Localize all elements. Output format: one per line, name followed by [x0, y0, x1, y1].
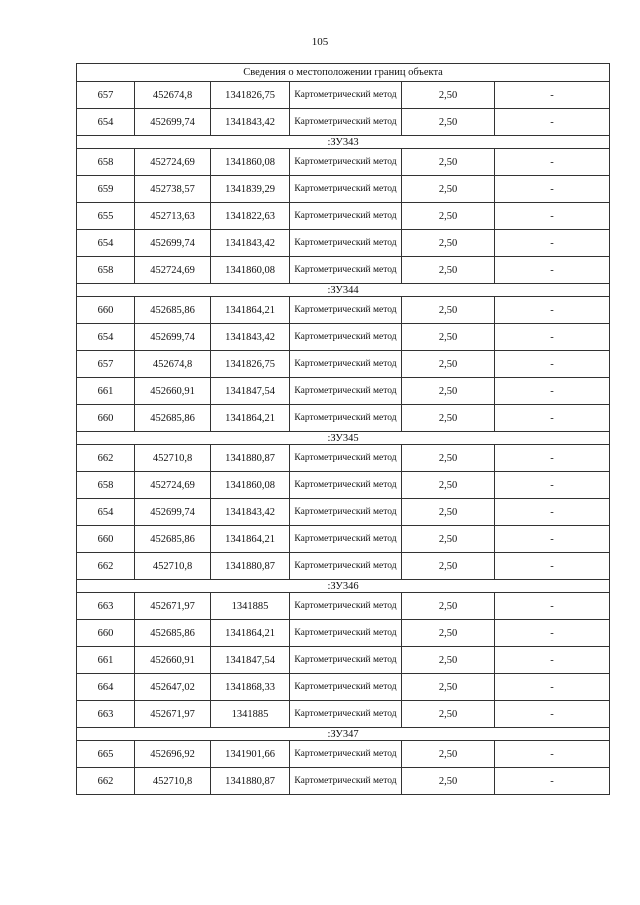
- section-header-row: [77, 284, 610, 297]
- point-number-cell: 660: [77, 526, 135, 553]
- method-cell: Картометрический метод: [290, 620, 402, 647]
- description-cell: -: [495, 647, 610, 674]
- table-row: [77, 405, 610, 432]
- method-cell: Картометрический метод: [290, 176, 402, 203]
- accuracy-cell: 2,50: [402, 674, 495, 701]
- accuracy-cell: 2,50: [402, 351, 495, 378]
- x-coordinate-cell: 452699,74: [135, 109, 211, 136]
- table-row: [77, 176, 610, 203]
- description-cell: -: [495, 526, 610, 553]
- description-cell: -: [495, 297, 610, 324]
- accuracy-cell: 2,50: [402, 647, 495, 674]
- x-coordinate-cell: 452713,63: [135, 203, 211, 230]
- x-coordinate-cell: 452685,86: [135, 297, 211, 324]
- x-coordinate-cell: 452738,57: [135, 176, 211, 203]
- point-number-cell: 664: [77, 674, 135, 701]
- method-cell: Картометрический метод: [290, 593, 402, 620]
- description-cell: -: [495, 768, 610, 795]
- table-body: [77, 64, 610, 795]
- point-number-cell: 654: [77, 324, 135, 351]
- table-row: [77, 257, 610, 284]
- table-caption-row: [77, 64, 610, 82]
- method-cell: Картометрический метод: [290, 257, 402, 284]
- table-row: [77, 324, 610, 351]
- method-cell: Картометрический метод: [290, 741, 402, 768]
- method-cell: Картометрический метод: [290, 499, 402, 526]
- x-coordinate-cell: 452647,02: [135, 674, 211, 701]
- description-cell: -: [495, 405, 610, 432]
- y-coordinate-cell: 1341847,54: [211, 378, 290, 405]
- table-row: [77, 297, 610, 324]
- description-cell: -: [495, 553, 610, 580]
- point-number-cell: 657: [77, 82, 135, 109]
- description-cell: -: [495, 445, 610, 472]
- y-coordinate-cell: 1341864,21: [211, 620, 290, 647]
- y-coordinate-cell: 1341864,21: [211, 405, 290, 432]
- section-header-row: [77, 136, 610, 149]
- accuracy-cell: 2,50: [402, 176, 495, 203]
- section-title: :ЗУ344: [77, 284, 610, 297]
- table-row: [77, 701, 610, 728]
- accuracy-cell: 2,50: [402, 593, 495, 620]
- description-cell: -: [495, 620, 610, 647]
- accuracy-cell: 2,50: [402, 620, 495, 647]
- x-coordinate-cell: 452671,97: [135, 701, 211, 728]
- table-row: [77, 741, 610, 768]
- description-cell: -: [495, 324, 610, 351]
- x-coordinate-cell: 452710,8: [135, 445, 211, 472]
- point-number-cell: 663: [77, 701, 135, 728]
- table-row: [77, 526, 610, 553]
- method-cell: Картометрический метод: [290, 203, 402, 230]
- method-cell: Картометрический метод: [290, 378, 402, 405]
- table-row: [77, 378, 610, 405]
- accuracy-cell: 2,50: [402, 203, 495, 230]
- description-cell: -: [495, 176, 610, 203]
- x-coordinate-cell: 452685,86: [135, 526, 211, 553]
- point-number-cell: 662: [77, 768, 135, 795]
- point-number-cell: 662: [77, 553, 135, 580]
- description-cell: -: [495, 378, 610, 405]
- point-number-cell: 660: [77, 620, 135, 647]
- table-row: [77, 109, 610, 136]
- x-coordinate-cell: 452685,86: [135, 620, 211, 647]
- accuracy-cell: 2,50: [402, 230, 495, 257]
- x-coordinate-cell: 452699,74: [135, 324, 211, 351]
- point-number-cell: 661: [77, 378, 135, 405]
- accuracy-cell: 2,50: [402, 324, 495, 351]
- point-number-cell: 654: [77, 109, 135, 136]
- method-cell: Картометрический метод: [290, 553, 402, 580]
- x-coordinate-cell: 452674,8: [135, 82, 211, 109]
- table-row: [77, 351, 610, 378]
- section-title: :ЗУ345: [77, 432, 610, 445]
- point-number-cell: 654: [77, 499, 135, 526]
- method-cell: Картометрический метод: [290, 109, 402, 136]
- table-row: [77, 768, 610, 795]
- y-coordinate-cell: 1341864,21: [211, 526, 290, 553]
- accuracy-cell: 2,50: [402, 499, 495, 526]
- y-coordinate-cell: 1341839,29: [211, 176, 290, 203]
- accuracy-cell: 2,50: [402, 297, 495, 324]
- y-coordinate-cell: 1341860,08: [211, 149, 290, 176]
- y-coordinate-cell: 1341860,08: [211, 257, 290, 284]
- y-coordinate-cell: 1341885: [211, 593, 290, 620]
- table-row: [77, 230, 610, 257]
- description-cell: -: [495, 674, 610, 701]
- description-cell: -: [495, 593, 610, 620]
- section-title: :ЗУ347: [77, 728, 610, 741]
- table-row: [77, 499, 610, 526]
- accuracy-cell: 2,50: [402, 109, 495, 136]
- x-coordinate-cell: 452671,97: [135, 593, 211, 620]
- x-coordinate-cell: 452685,86: [135, 405, 211, 432]
- point-number-cell: 660: [77, 297, 135, 324]
- method-cell: Картометрический метод: [290, 82, 402, 109]
- x-coordinate-cell: 452710,8: [135, 768, 211, 795]
- table-row: [77, 82, 610, 109]
- y-coordinate-cell: 1341880,87: [211, 445, 290, 472]
- section-header-row: [77, 580, 610, 593]
- x-coordinate-cell: 452724,69: [135, 472, 211, 499]
- point-number-cell: 654: [77, 230, 135, 257]
- point-number-cell: 661: [77, 647, 135, 674]
- description-cell: -: [495, 741, 610, 768]
- accuracy-cell: 2,50: [402, 257, 495, 284]
- description-cell: -: [495, 257, 610, 284]
- section-header-row: [77, 432, 610, 445]
- y-coordinate-cell: 1341864,21: [211, 297, 290, 324]
- accuracy-cell: 2,50: [402, 445, 495, 472]
- boundary-coordinates-table: [76, 63, 610, 795]
- accuracy-cell: 2,50: [402, 768, 495, 795]
- x-coordinate-cell: 452710,8: [135, 553, 211, 580]
- point-number-cell: 659: [77, 176, 135, 203]
- accuracy-cell: 2,50: [402, 701, 495, 728]
- point-number-cell: 662: [77, 445, 135, 472]
- section-title: :ЗУ343: [77, 136, 610, 149]
- table-caption: Сведения о местоположении границ объекта: [77, 64, 610, 82]
- y-coordinate-cell: 1341868,33: [211, 674, 290, 701]
- point-number-cell: 665: [77, 741, 135, 768]
- description-cell: -: [495, 472, 610, 499]
- description-cell: -: [495, 701, 610, 728]
- method-cell: Картометрический метод: [290, 230, 402, 257]
- point-number-cell: 657: [77, 351, 135, 378]
- accuracy-cell: 2,50: [402, 82, 495, 109]
- accuracy-cell: 2,50: [402, 149, 495, 176]
- y-coordinate-cell: 1341880,87: [211, 553, 290, 580]
- accuracy-cell: 2,50: [402, 526, 495, 553]
- y-coordinate-cell: 1341880,87: [211, 768, 290, 795]
- point-number-cell: 658: [77, 472, 135, 499]
- table-row: [77, 149, 610, 176]
- y-coordinate-cell: 1341885: [211, 701, 290, 728]
- description-cell: -: [495, 203, 610, 230]
- table-row: [77, 647, 610, 674]
- table-row: [77, 472, 610, 499]
- point-number-cell: 655: [77, 203, 135, 230]
- method-cell: Картометрический метод: [290, 674, 402, 701]
- method-cell: Картометрический метод: [290, 768, 402, 795]
- accuracy-cell: 2,50: [402, 405, 495, 432]
- description-cell: -: [495, 351, 610, 378]
- accuracy-cell: 2,50: [402, 553, 495, 580]
- y-coordinate-cell: 1341826,75: [211, 351, 290, 378]
- x-coordinate-cell: 452696,92: [135, 741, 211, 768]
- description-cell: -: [495, 82, 610, 109]
- y-coordinate-cell: 1341826,75: [211, 82, 290, 109]
- x-coordinate-cell: 452660,91: [135, 647, 211, 674]
- description-cell: -: [495, 109, 610, 136]
- method-cell: Картометрический метод: [290, 351, 402, 378]
- y-coordinate-cell: 1341860,08: [211, 472, 290, 499]
- y-coordinate-cell: 1341822,63: [211, 203, 290, 230]
- table-row: [77, 593, 610, 620]
- y-coordinate-cell: 1341847,54: [211, 647, 290, 674]
- method-cell: Картометрический метод: [290, 445, 402, 472]
- x-coordinate-cell: 452699,74: [135, 230, 211, 257]
- table-row: [77, 674, 610, 701]
- x-coordinate-cell: 452660,91: [135, 378, 211, 405]
- y-coordinate-cell: 1341901,66: [211, 741, 290, 768]
- method-cell: Картометрический метод: [290, 405, 402, 432]
- method-cell: Картометрический метод: [290, 149, 402, 176]
- accuracy-cell: 2,50: [402, 741, 495, 768]
- section-header-row: [77, 728, 610, 741]
- x-coordinate-cell: 452674,8: [135, 351, 211, 378]
- x-coordinate-cell: 452724,69: [135, 149, 211, 176]
- description-cell: -: [495, 230, 610, 257]
- table-row: [77, 445, 610, 472]
- accuracy-cell: 2,50: [402, 378, 495, 405]
- table-row: [77, 553, 610, 580]
- description-cell: -: [495, 149, 610, 176]
- method-cell: Картометрический метод: [290, 701, 402, 728]
- point-number-cell: 663: [77, 593, 135, 620]
- description-cell: -: [495, 499, 610, 526]
- y-coordinate-cell: 1341843,42: [211, 499, 290, 526]
- point-number-cell: 660: [77, 405, 135, 432]
- method-cell: Картометрический метод: [290, 297, 402, 324]
- method-cell: Картометрический метод: [290, 324, 402, 351]
- x-coordinate-cell: 452724,69: [135, 257, 211, 284]
- point-number-cell: 658: [77, 257, 135, 284]
- point-number-cell: 658: [77, 149, 135, 176]
- accuracy-cell: 2,50: [402, 472, 495, 499]
- table-row: [77, 620, 610, 647]
- method-cell: Картометрический метод: [290, 526, 402, 553]
- page-number: 105: [311, 36, 329, 48]
- y-coordinate-cell: 1341843,42: [211, 324, 290, 351]
- method-cell: Картометрический метод: [290, 647, 402, 674]
- table-row: [77, 203, 610, 230]
- method-cell: Картометрический метод: [290, 472, 402, 499]
- x-coordinate-cell: 452699,74: [135, 499, 211, 526]
- y-coordinate-cell: 1341843,42: [211, 230, 290, 257]
- y-coordinate-cell: 1341843,42: [211, 109, 290, 136]
- section-title: :ЗУ346: [77, 580, 610, 593]
